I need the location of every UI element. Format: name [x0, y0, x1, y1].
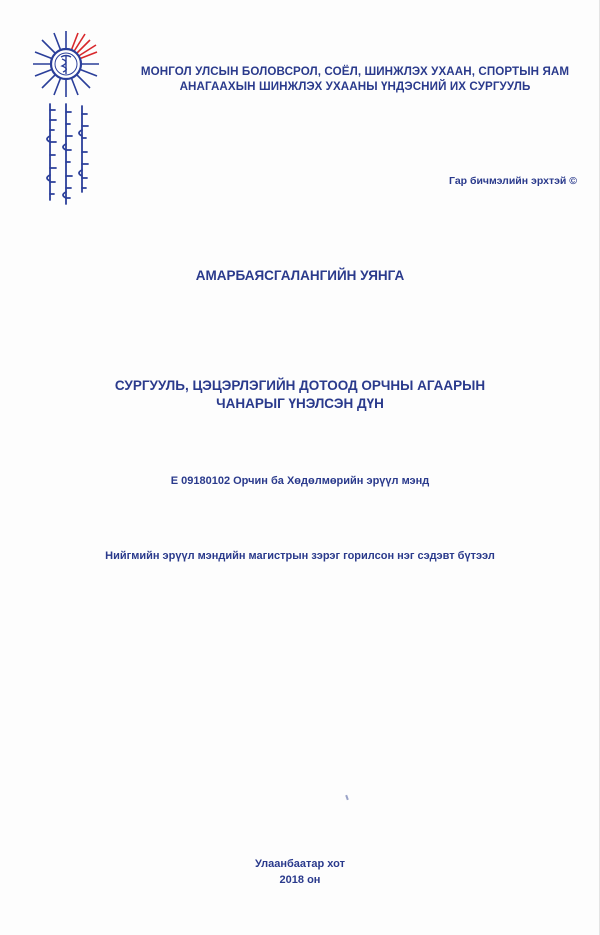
- copyright-notice: Гар бичмэлийн эрхтэй ©: [449, 175, 577, 187]
- year: 2018 он: [279, 874, 321, 886]
- author-name: АМАРБАЯСГАЛАНГИЙН УЯНГА: [195, 268, 405, 283]
- mongolian-script-logo-text: [38, 100, 98, 210]
- thesis-title-line-2: ЧАНАРЫГ ҮНЭЛСЭН ДҮН: [216, 396, 384, 411]
- degree-statement: Нийгмийн эрүүл мэндийн магистрын зэрэг горилсон нэг сэдэвт бүтээл: [105, 550, 495, 562]
- university-name: АНАГААХЫН ШИНЖЛЭХ УХААНЫ ҮНДЭСНИЙ ИХ СУРГУУЛЬ: [179, 80, 531, 93]
- ministry-name: МОНГОЛ УЛСЫН БОЛОВСРОЛ, СОЁЛ, ШИНЖЛЭХ УХААН, СПОРТЫН ЯАМ: [140, 65, 570, 78]
- university-logo: [30, 28, 102, 100]
- specialty-code: Е 09180102 Орчин ба Хөдөлмөрийн эрүүл мэнд: [170, 475, 430, 487]
- city: Улаанбаатар хот: [254, 858, 345, 870]
- paper-speck: [345, 795, 349, 800]
- thesis-title-line-1: СУРГУУЛЬ, ЦЭЦЭРЛЭГИЙН ДОТООД ОРЧНЫ АГААРЫН: [114, 378, 486, 393]
